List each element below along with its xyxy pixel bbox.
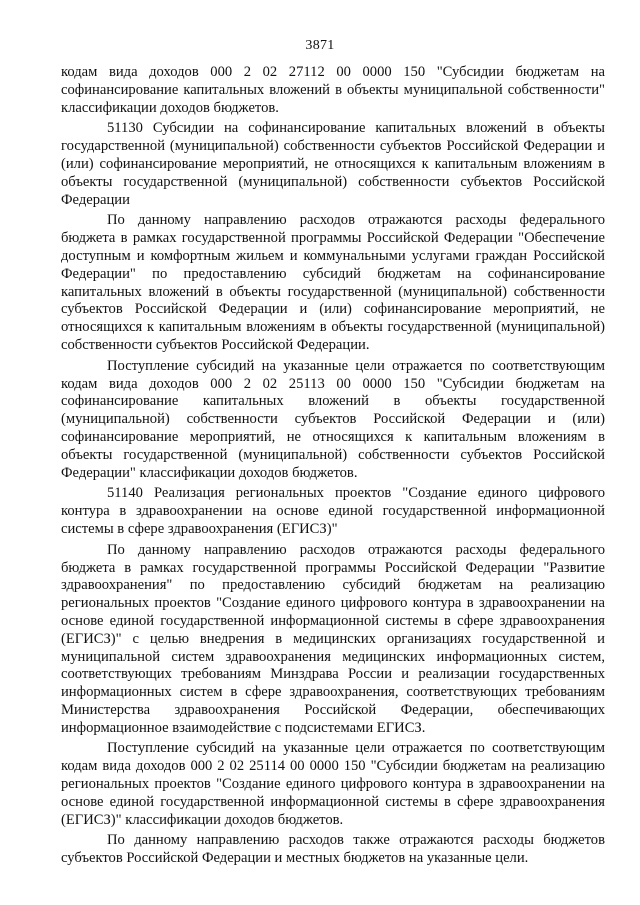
paragraph-section-51140-heading: 51140 Реализация региональных проектов "Создание единого цифрового контура в здравоохранении на основе единой государственной информационной системы в сфере здравоохранения (ЕГИСЗ)" [61,485,605,537]
paragraph: Поступление субсидий на указанные цели отражается по соответствующим кодам вида доходов 000 2 02 25113 00 0000 150 "Субсидии бюджетам на софинансирование капитальных вложений в объекты государственной (муниципальной) собственности субъектов Российской Федерации и (или) софинансирование мероприятий, не относящихся к капитальным вложениям в объекты государственной (муниципальной) собственности субъектов Российской Федерации" классификации доходов бюджетов. [61,357,605,481]
paragraph: По данному направлению расходов отражаются расходы федерального бюджета в рамках государственной программы Российской Федерации "Развитие здравоохранения" по предоставлению субсидий бюджетам на реализацию региональных проектов "Создание единого цифрового контура в здравоохранении на основе единой государственной информационной системы в сфере здравоохранения (ЕГИСЗ)" с целью внедрения в медицинских организациях государственной и муниципальной систем здравоохранения медицинских информационных систем, соответствующих требованиям Минздрава России и реализации государственных информационных систем в сфере здравоохранения, соответствующих требованиям Министерства здравоохранения Российской Федерации, обеспечивающих информационное взаимодействие с подсистемами ЕГИСЗ. [61,541,605,736]
document-body [61,64,605,871]
paragraph: По данному направлению расходов также отражаются расходы бюджетов субъектов Российской Федерации и местных бюджетов на указанные цели. [61,832,605,867]
paragraph-section-51130-heading: 51130 Субсидии на софинансирование капитальных вложений в объекты государственной (муниципальной) собственности субъектов Российской Федерации и (или) софинансирование мероприятий, не относящихся к капитальным вложениям в объекты государственной (муниципальной) собственности субъектов Российской Федерации [61,120,605,208]
paragraph-continuation: кодам вида доходов 000 2 02 27112 00 0000 150 "Субсидии бюджетам на софинансирование капитальных вложений в объекты муниципальной собственности" классификации доходов бюджетов. [61,64,605,116]
page-number: 3871 [305,38,335,53]
paragraph: Поступление субсидий на указанные цели отражается по соответствующим кодам вида доходов 000 2 02 25114 00 0000 150 "Субсидии бюджетам на реализацию региональных проектов "Создание единого цифрового контура в здравоохранении на основе единой государственной информационной системы в сфере здравоохранения (ЕГИСЗ)" классификации доходов бюджетов. [61,740,605,828]
paragraph: По данному направлению расходов отражаются расходы федерального бюджета в рамках государственной программы Российской Федерации "Обеспечение доступным и комфортным жильем и коммунальными услугами граждан Российской Федерации" по предоставлению субсидий бюджетам на софинансирование капитальных вложений в объекты государственной (муниципальной) собственности субъектов Российской Федерации и (или) софинансирование мероприятий, не относящихся к капитальным вложениям в объекты государственной (муниципальной) собственности субъектов Российской Федерации. [61,212,605,353]
